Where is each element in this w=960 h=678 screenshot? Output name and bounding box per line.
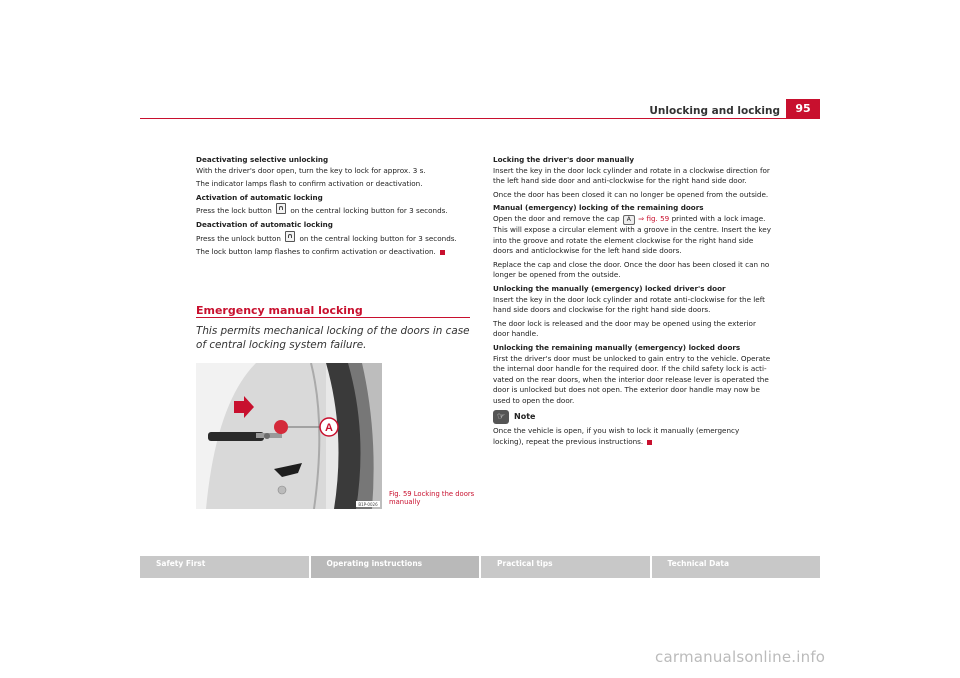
- watermark-text: carmanualsonline.info: [655, 648, 826, 666]
- end-of-section-marker: [440, 250, 445, 255]
- header-rule: [140, 118, 786, 119]
- page-header-title: Unlocking and locking: [649, 105, 780, 117]
- cap-a-badge: A: [623, 215, 635, 225]
- text-deactivating-selective: With the driver's door open, turn the key to lock for approx. 3 s.: [196, 165, 426, 175]
- text-deactivation-a: Press the unlock button: [196, 233, 281, 243]
- text-remove-cap-b: printed with a lock image. This will expose a circular element with a groove in the centre. Insert the key into the groove and rotate the element clockwise for the right hand side doors and anticlockwise for the left hand side doors.: [493, 213, 771, 256]
- heading-deactivation-auto: Deactivation of automatic locking: [196, 219, 333, 229]
- unlock-button-icon: [285, 231, 295, 242]
- section-title: Emergency manual locking: [196, 304, 363, 317]
- tab-practical-tips[interactable]: Practical tips: [481, 556, 650, 578]
- right-column-text: [493, 155, 771, 451]
- heading-activation-auto: Activation of automatic locking: [196, 192, 323, 202]
- text-unlocking-remaining: First the driver's door must be unlocked to gain entry to the vehicle. Operate the internal door handle for the required door. If the child safety lock is acti-vated on the rear doors, when the interior door release lever is operated the door is unlocked but does not open. The exterior door handle may now be used to open the door.: [493, 353, 771, 405]
- heading-unlocking-remaining: Unlocking the remaining manually (emergency) locked doors: [493, 342, 741, 352]
- tab-technical-data[interactable]: Technical Data: [652, 556, 821, 578]
- heading-manual-locking-remaining: Manual (emergency) locking of the remaining doors: [493, 203, 704, 213]
- lock-button-icon: [276, 203, 286, 214]
- text-replace-cap: Replace the cap and close the door. Once the door has been closed it can no longer be opened from the outside.: [493, 259, 770, 280]
- text-door-closed: Once the door has been closed it can no longer be opened from the outside.: [493, 189, 769, 199]
- text-remove-cap-a: Open the door and remove the cap: [493, 213, 620, 223]
- tab-operating-instructions[interactable]: Operating instructions: [311, 556, 480, 578]
- text-activation-a: Press the lock button: [196, 206, 272, 216]
- figure-caption: Fig. 59 Locking the doors manually: [389, 490, 475, 506]
- text-locking-driver-door: Insert the key in the door lock cylinder and rotate in a clockwise direction for the left hand side door and anti-clockwise for the right hand side door.: [493, 165, 770, 186]
- tab-safety-first[interactable]: Safety First: [140, 556, 309, 578]
- text-activation-b: on the central locking button for 3 seconds.: [290, 206, 448, 216]
- left-column-text: [196, 155, 476, 261]
- text-unlocking-driver-door: Insert the key in the door lock cylinder and rotate anti-clockwise for the left hand side doors and clockwise for the right hand side doors.: [493, 294, 765, 315]
- figure-code: B1P-0026: [358, 502, 378, 507]
- figure-reference-link[interactable]: ⇒ fig. 59: [638, 213, 670, 223]
- section-intro: This permits mechanical locking of the doors in case of central locking system failure.: [196, 325, 470, 351]
- note-header: [493, 410, 771, 424]
- heading-unlocking-driver-door: Unlocking the manually (emergency) locked driver's door: [493, 283, 726, 293]
- page-number: 95: [786, 99, 820, 119]
- note-title: Note: [514, 412, 536, 422]
- footer-navigation: [140, 556, 820, 578]
- note-hand-icon: ☞: [493, 410, 509, 424]
- text-deactivation-b: on the central locking button for 3 seconds.: [299, 233, 457, 243]
- text-indicator-lamps: The indicator lamps flash to confirm activation or deactivation.: [196, 179, 423, 189]
- figure-label-a: A: [325, 422, 333, 434]
- heading-deactivating-selective: Deactivating selective unlocking: [196, 155, 329, 164]
- section-rule: [196, 317, 470, 318]
- door-lock-figure: [196, 363, 382, 509]
- text-door-lock-released: The door lock is released and the door may be opened using the exterior door handle.: [493, 318, 756, 339]
- note-text: Once the vehicle is open, if you wish to lock it manually (emergency locking), repeat the previous instructions.: [493, 426, 740, 447]
- heading-locking-driver-door: Locking the driver's door manually: [493, 155, 635, 164]
- text-lock-button-lamp: The lock button lamp flashes to confirm activation or deactivation.: [196, 247, 436, 257]
- end-of-section-marker: [647, 440, 652, 445]
